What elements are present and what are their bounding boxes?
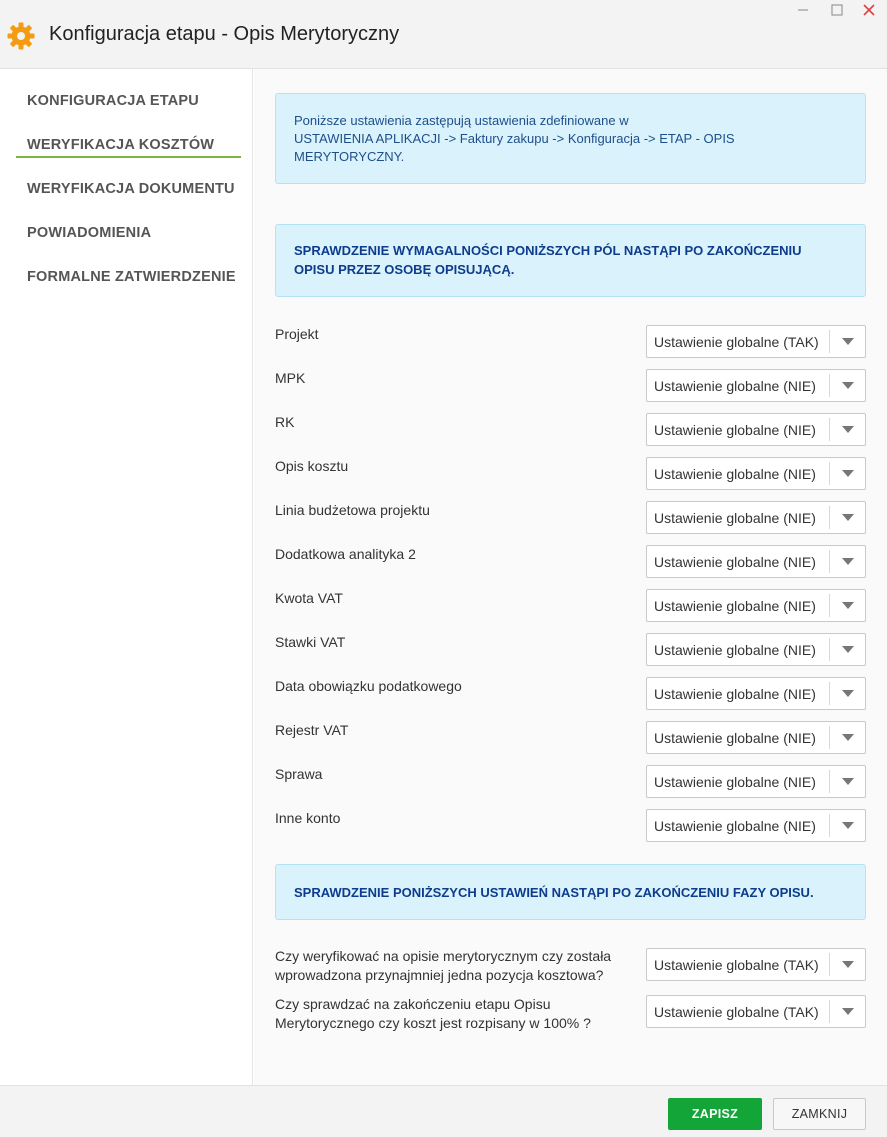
check-1-select[interactable] <box>646 948 866 981</box>
info-line-3: MERYTORYCZNY. <box>294 149 405 164</box>
field-label: Dodatkowa analityka 2 <box>275 546 416 562</box>
field-label: RK <box>275 414 295 430</box>
field-label: Linia budżetowa projektu <box>275 502 430 518</box>
chevron-down-icon[interactable] <box>829 814 865 837</box>
field-label: Inne konto <box>275 810 341 826</box>
field-select[interactable] <box>646 633 866 666</box>
field-label: Stawki VAT <box>275 634 346 650</box>
chevron-down-icon[interactable] <box>829 726 865 749</box>
close-icon <box>863 4 875 16</box>
chevron-down-icon[interactable] <box>829 770 865 793</box>
field-select[interactable] <box>646 721 866 754</box>
chevron-down-icon[interactable] <box>829 1000 865 1023</box>
check-2-select[interactable] <box>646 995 866 1028</box>
chevron-down-icon[interactable] <box>829 594 865 617</box>
field-select[interactable] <box>646 589 866 622</box>
active-tab-indicator <box>16 156 241 158</box>
chevron-down-icon[interactable] <box>829 374 865 397</box>
field-label: Projekt <box>275 326 319 342</box>
chevron-down-icon[interactable] <box>829 462 865 485</box>
chevron-down-icon[interactable] <box>829 638 865 661</box>
select-value: Ustawienie globalne (TAK) <box>654 1004 819 1020</box>
chevron-down-icon[interactable] <box>829 506 865 529</box>
window-title: Konfiguracja etapu - Opis Merytoryczny <box>49 23 400 45</box>
check-2-line-1: Czy sprawdzać na zakończeniu etapu Opisu <box>275 996 551 1012</box>
check-label-cost-split <box>275 995 635 1033</box>
info-line-2: USTAWIENIA APLIKACJI -> Faktury zakupu -> Konfiguracja -> ETAP - OPIS <box>294 131 735 146</box>
field-label: Kwota VAT <box>275 590 343 606</box>
check-2-line-2: Merytorycznego czy koszt jest rozpisany w 100% ? <box>275 1015 591 1031</box>
field-label: Opis kosztu <box>275 458 349 474</box>
select-value: Ustawienie globalne (NIE) <box>654 466 816 482</box>
field-select[interactable] <box>646 809 866 842</box>
select-value: Ustawienie globalne (NIE) <box>654 378 816 394</box>
sidebar-item-formalne-zatwierdzenie[interactable]: FORMALNE ZATWIERDZENIE <box>27 269 236 285</box>
sidebar-item-powiadomienia[interactable]: POWIADOMIENIA <box>27 225 152 241</box>
select-value: Ustawienie globalne (NIE) <box>654 730 816 746</box>
field-select[interactable] <box>646 413 866 446</box>
field-label: Sprawa <box>275 766 323 782</box>
close-button[interactable]: ZAMKNIJ <box>773 1098 866 1130</box>
select-value: Ustawienie globalne (NIE) <box>654 554 816 570</box>
field-select[interactable] <box>646 765 866 798</box>
section-header-line-2: OPISU PRZEZ OSOBĘ OPISUJĄCĄ. <box>294 262 515 277</box>
section-header-description-phase <box>275 864 866 920</box>
field-label: MPK <box>275 370 306 386</box>
select-value: Ustawienie globalne (NIE) <box>654 510 816 526</box>
sidebar-item-weryfikacja-dokumentu[interactable]: WERYFIKACJA DOKUMENTU <box>27 181 235 197</box>
sidebar <box>0 69 253 1085</box>
save-button[interactable]: ZAPISZ <box>668 1098 762 1130</box>
field-label: Rejestr VAT <box>275 722 349 738</box>
minimize-icon <box>797 4 809 16</box>
select-value: Ustawienie globalne (NIE) <box>654 686 816 702</box>
chevron-down-icon[interactable] <box>829 953 865 976</box>
check-1-line-2: wprowadzona przynajmniej jedna pozycja kosztowa? <box>275 967 604 983</box>
chevron-down-icon[interactable] <box>829 682 865 705</box>
select-value: Ustawienie globalne (NIE) <box>654 818 816 834</box>
chevron-down-icon[interactable] <box>829 330 865 353</box>
check-label-cost-item <box>275 947 635 985</box>
select-value: Ustawienie globalne (NIE) <box>654 598 816 614</box>
field-select[interactable] <box>646 369 866 402</box>
field-select[interactable] <box>646 677 866 710</box>
field-select[interactable] <box>646 457 866 490</box>
section-header-line-1: SPRAWDZENIE WYMAGALNOŚCI PONIŻSZYCH PÓL NASTĄPI PO ZAKOŃCZENIU <box>294 243 802 258</box>
field-select[interactable] <box>646 325 866 358</box>
gear-icon <box>6 21 36 51</box>
select-value: Ustawienie globalne (TAK) <box>654 957 819 973</box>
chevron-down-icon[interactable] <box>829 418 865 441</box>
close-window-button[interactable] <box>862 3 876 17</box>
check-1-line-1: Czy weryfikować na opisie merytorycznym czy została <box>275 948 612 964</box>
sidebar-item-weryfikacja-kosztow[interactable]: WERYFIKACJA KOSZTÓW <box>27 137 215 153</box>
select-value: Ustawienie globalne (NIE) <box>654 774 816 790</box>
select-value: Ustawienie globalne (NIE) <box>654 422 816 438</box>
sidebar-item-konfiguracja-etapu[interactable]: KONFIGURACJA ETAPU <box>27 93 199 109</box>
select-value: Ustawienie globalne (TAK) <box>654 334 819 350</box>
select-value: Ustawienie globalne (NIE) <box>654 642 816 658</box>
title-bar <box>0 0 887 69</box>
footer <box>0 1085 887 1137</box>
info-line-1: Poniższe ustawienia zastępują ustawienia zdefiniowane w <box>294 113 629 128</box>
info-box <box>275 93 866 184</box>
field-label: Data obowiązku podatkowego <box>275 678 462 694</box>
field-select[interactable] <box>646 501 866 534</box>
maximize-icon <box>831 4 843 16</box>
section2-title: SPRAWDZENIE PONIŻSZYCH USTAWIEŃ NASTĄPI PO ZAKOŃCZENIU FAZY OPISU. <box>294 885 814 900</box>
maximize-button[interactable] <box>830 3 844 17</box>
minimize-button[interactable] <box>796 3 810 17</box>
section-header-required-fields <box>275 224 866 297</box>
chevron-down-icon[interactable] <box>829 550 865 573</box>
field-select[interactable] <box>646 545 866 578</box>
